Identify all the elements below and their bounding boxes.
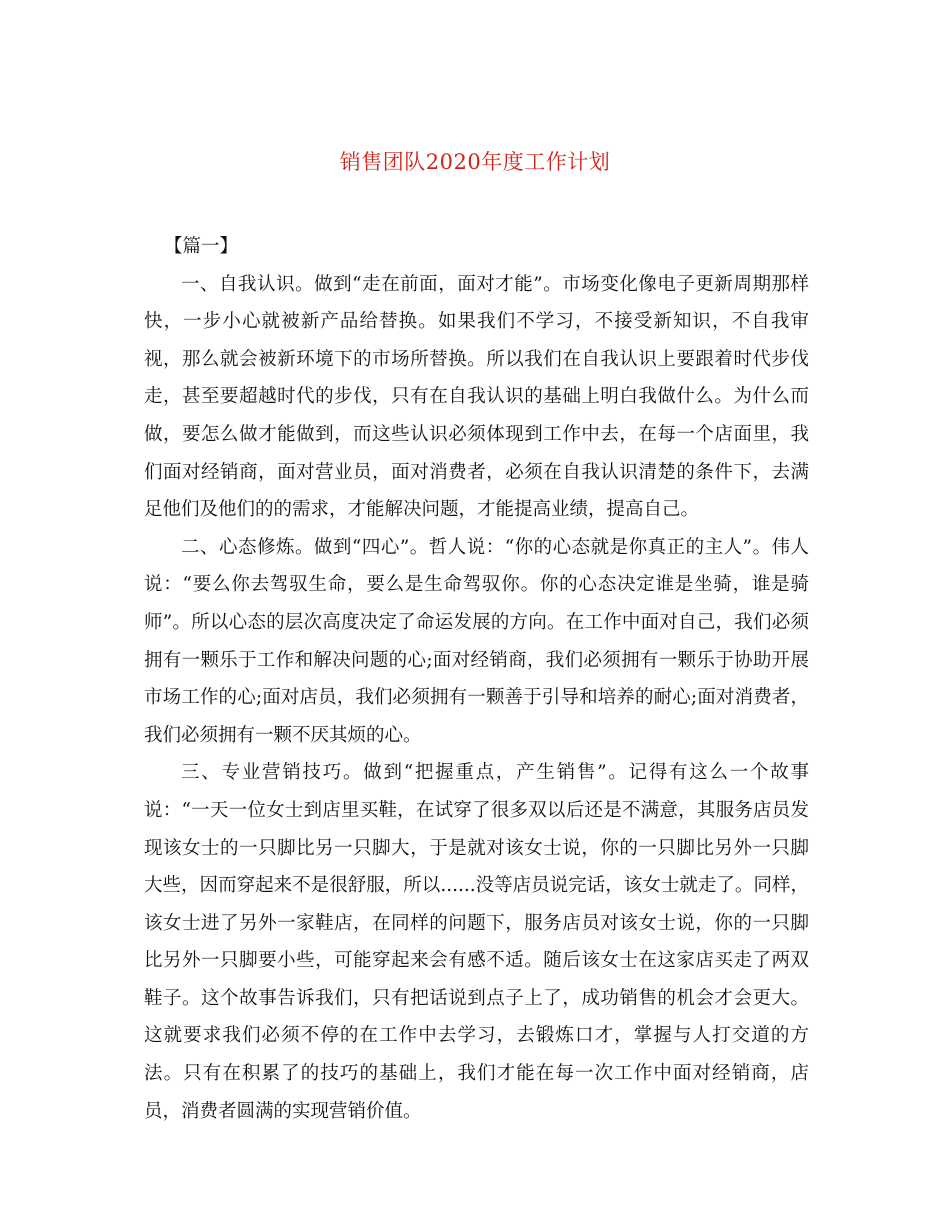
section-label: 【篇一】 — [164, 236, 239, 257]
paragraph-mindset: 二、心态修炼。做到“四心”。哲人说：“你的心态就是你真正的主人”。伟人说：“要么你去驾驭生命，要么是生命驾驭你。你的心态决定谁是坐骑，谁是骑师”。所以心态的层次高度决定了命运发展的方向。在工作中面对自己，我们必须拥有一颗乐于工作和解决问题的心;面对经销商，我们必须拥有一颗乐于协助开展市场工作的心;面对店员，我们必须拥有一颗善于引导和培养的耐心;面对消费者，我们必须拥有一颗不厌其烦的心。 — [144, 536, 809, 746]
document-body — [144, 228, 809, 1130]
paragraph-sales-skills: 三、专业营销技巧。做到“把握重点，产生销售”。记得有这么一个故事说：“一天一位女士到店里买鞋，在试穿了很多双以后还是不满意，其服务店员发现该女士的一只脚比另一只脚大，于是就对该女士说，你的一只脚比另外一只脚大些，因而穿起来不是很舒服，所以......没等店员说完话，该女士就走了。同样，该女士进了另外一家鞋店，在同样的问题下，服务店员对该女士说，你的一只脚比另外一只脚要小些，可能穿起来会有感不适。随后该女士在这家店买走了两双鞋子。这个故事告诉我们，只有把话说到点子上了，成功销售的机会才会更大。这就要求我们必须不停的在工作中去学习，去锻炼口才，掌握与人打交道的方法。只有在积累了的技巧的基础上，我们才能在每一次工作中面对经销商，店员，消费者圆满的实现营销价值。 — [144, 762, 809, 1122]
paragraph-self-awareness: 一、自我认识。做到“走在前面，面对才能”。市场变化像电子更新周期那样快，一步小心就被新产品给替换。如果我们不学习，不接受新知识，不自我审视，那么就会被新环境下的市场所替换。所以我们在自我认识上要跟着时代步伐走，甚至要超越时代的步伐，只有在自我认识的基础上明白我做什么。为什么而做，要怎么做才能做到，而这些认识必须体现到工作中去，在每一个店面里，我们面对经销商，面对营业员，面对消费者，必须在自我认识清楚的条件下，去满足他们及他们的的需求，才能解决问题，才能提高业绩，提高自己。 — [144, 273, 809, 521]
document-title: 销售团队2020年度工作计划 — [339, 150, 611, 174]
